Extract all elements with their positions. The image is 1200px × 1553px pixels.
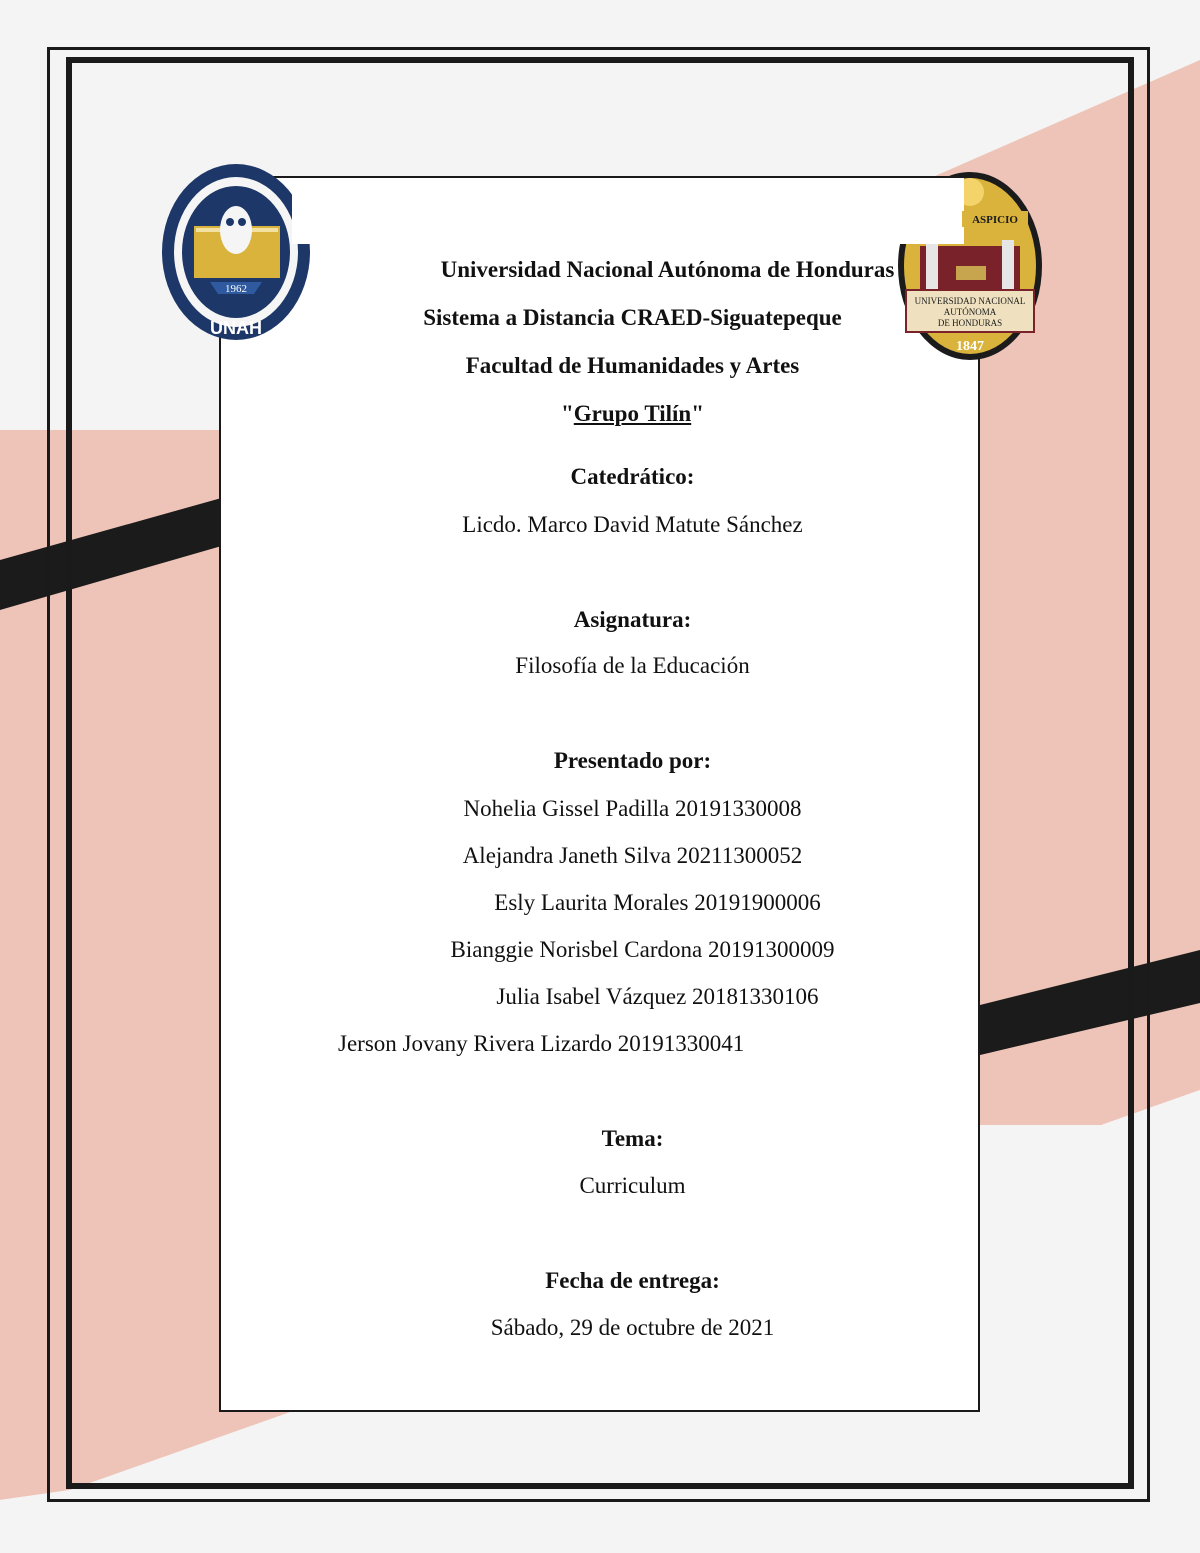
professor-label: Catedrático: — [570, 464, 695, 489]
topic-label: Tema: — [601, 1126, 664, 1151]
university-title: Universidad Nacional Autónoma de Honduras — [440, 257, 895, 282]
left-seal-year: 1962 — [225, 283, 247, 295]
presenter-item: Julia Isabel Vázquez 20181330106 — [496, 984, 819, 1009]
subject-name: Filosofía de la Educación — [515, 653, 750, 678]
due-date-value: Sábado, 29 de octubre de 2021 — [490, 1315, 775, 1340]
group-title — [250, 399, 1015, 429]
presenters-label: Presentado por: — [553, 748, 712, 773]
due-date-label: Fecha de entrega: — [545, 1268, 720, 1293]
subject-label: Asignatura: — [573, 607, 692, 632]
right-seal-ribbon-3: DE HONDURAS — [937, 318, 1003, 328]
presenter-item: Alejandra Janeth Silva 20211300052 — [462, 843, 803, 868]
presenter-item: Bianggie Norisbel Cardona 20191300009 — [450, 937, 835, 962]
group-close-quote: " — [691, 401, 704, 426]
svg-text:ASPICIO: ASPICIO — [972, 214, 1018, 226]
presenter-item: Jerson Jovany Rivera Lizardo 20191330041 — [338, 1031, 745, 1056]
right-seal-banner — [962, 211, 1028, 227]
system-title: Sistema a Distancia CRAED-Siguatepeque — [423, 305, 842, 330]
group-open-quote: " — [561, 401, 574, 426]
faculty-title: Facultad de Humanidades y Artes — [465, 353, 800, 378]
header-mask — [292, 178, 964, 244]
right-seal-year: 1847 — [956, 339, 984, 354]
professor-name: Licdo. Marco David Matute Sánchez — [462, 512, 803, 537]
presenter-item: Nohelia Gissel Padilla 20191330008 — [463, 796, 802, 821]
presenter-item: Esly Laurita Morales 20191900006 — [494, 890, 821, 915]
left-seal-name: UNAH — [210, 318, 262, 338]
topic-value: Curriculum — [579, 1173, 686, 1198]
right-seal-ribbon-2: AUTÓNOMA — [943, 307, 997, 317]
right-seal-ribbon-1: UNIVERSIDAD NACIONAL — [914, 296, 1026, 306]
group-name: Grupo Tilín — [573, 401, 692, 426]
